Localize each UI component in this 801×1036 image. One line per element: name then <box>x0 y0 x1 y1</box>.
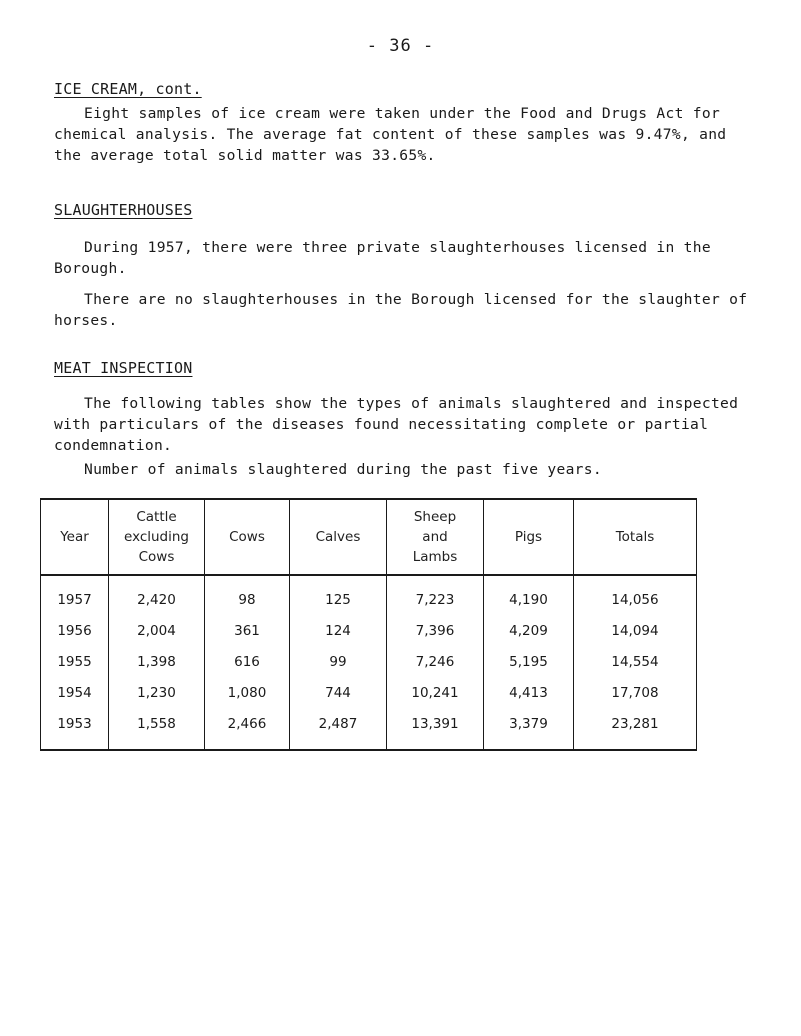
cell-cows: 1,080 <box>205 677 290 708</box>
cell-cows: 616 <box>205 646 290 677</box>
ice-cream-paragraph: Eight samples of ice cream were taken under the Food and Drugs Act for chemical analysis. The average fat content of these samples was 9.47%, and the average total solid matter was 33.65%. <box>54 105 727 164</box>
cell-year: 1957 <box>41 575 109 615</box>
header-cows: Cows <box>205 499 290 575</box>
cell-totals: 14,094 <box>574 615 697 646</box>
meat-inspection-paragraph: The following tables show the types of animals slaughtered and inspected with particulars of the diseases found necessitating complete or partial condemnation. <box>54 395 739 454</box>
table-row <box>41 677 697 708</box>
table-row <box>41 615 697 646</box>
slaughterhouses-heading: SLAUGHTERHOUSES <box>54 201 193 219</box>
slaughter-table-container <box>40 498 696 751</box>
cell-year: 1955 <box>41 646 109 677</box>
header-calves: Calves <box>290 499 387 575</box>
slaughterhouses-paragraph-1: During 1957, there were three private slaughterhouses licensed in the Borough. <box>54 239 711 277</box>
cell-calves: 744 <box>290 677 387 708</box>
cell-pigs: 4,209 <box>484 615 574 646</box>
header-cattle: Cattle excluding Cows <box>109 499 205 575</box>
cell-pigs: 4,413 <box>484 677 574 708</box>
cell-sheep: 10,241 <box>387 677 484 708</box>
cell-cows: 361 <box>205 615 290 646</box>
slaughter-table <box>40 498 697 751</box>
cell-pigs: 4,190 <box>484 575 574 615</box>
table-header-row <box>41 499 697 575</box>
cell-cows: 2,466 <box>205 708 290 750</box>
page-number: - 36 - <box>366 36 435 56</box>
ice-cream-heading: ICE CREAM, cont. <box>54 80 202 98</box>
cell-year: 1954 <box>41 677 109 708</box>
cell-pigs: 5,195 <box>484 646 574 677</box>
cell-cattle: 1,558 <box>109 708 205 750</box>
cell-sheep: 7,396 <box>387 615 484 646</box>
slaughterhouses-paragraph-2: There are no slaughterhouses in the Borough licensed for the slaughter of horses. <box>54 291 748 329</box>
cell-sheep: 13,391 <box>387 708 484 750</box>
cell-cows: 98 <box>205 575 290 615</box>
header-totals: Totals <box>574 499 697 575</box>
table-row <box>41 575 697 615</box>
cell-sheep: 7,246 <box>387 646 484 677</box>
header-year: Year <box>41 499 109 575</box>
cell-cattle: 2,420 <box>109 575 205 615</box>
cell-totals: 14,554 <box>574 646 697 677</box>
header-sheep: Sheep and Lambs <box>387 499 484 575</box>
cell-year: 1953 <box>41 708 109 750</box>
table-caption: Number of animals slaughtered during the past five years. <box>84 461 602 478</box>
cell-calves: 2,487 <box>290 708 387 750</box>
cell-totals: 17,708 <box>574 677 697 708</box>
cell-pigs: 3,379 <box>484 708 574 750</box>
cell-sheep: 7,223 <box>387 575 484 615</box>
header-pigs: Pigs <box>484 499 574 575</box>
table-row <box>41 708 697 750</box>
cell-calves: 125 <box>290 575 387 615</box>
cell-totals: 23,281 <box>574 708 697 750</box>
cell-totals: 14,056 <box>574 575 697 615</box>
meat-inspection-heading: MEAT INSPECTION <box>54 359 193 377</box>
cell-year: 1956 <box>41 615 109 646</box>
cell-cattle: 2,004 <box>109 615 205 646</box>
cell-calves: 99 <box>290 646 387 677</box>
cell-cattle: 1,230 <box>109 677 205 708</box>
cell-cattle: 1,398 <box>109 646 205 677</box>
cell-calves: 124 <box>290 615 387 646</box>
table-row <box>41 646 697 677</box>
